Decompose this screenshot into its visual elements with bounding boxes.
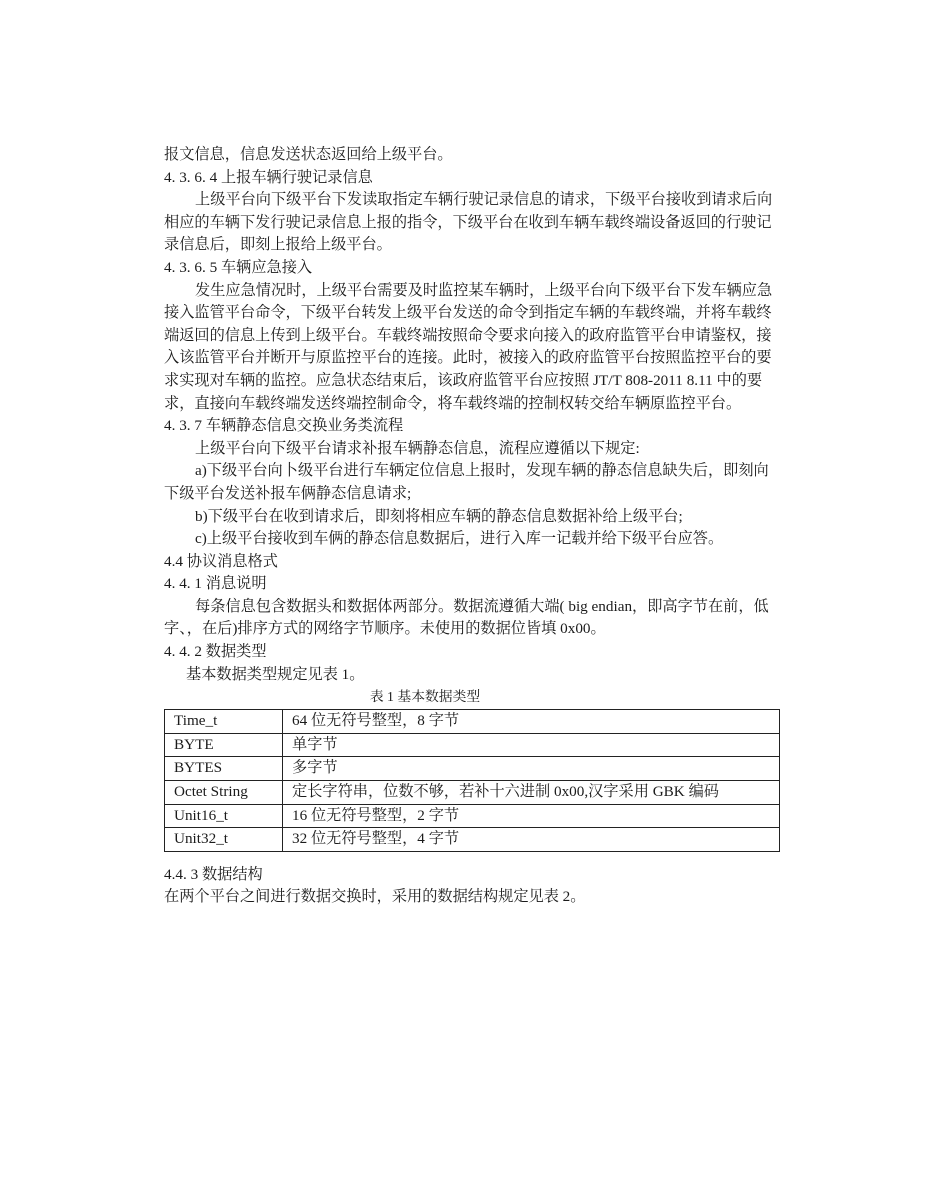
paragraph-line: 求实现对车辆的监控。应急状态结束后，该政府监管平台应按照 JT/T 808-2011 8.11 中的要: [164, 371, 763, 389]
paragraph-line: 端返回的信息上传到上级平台。车载终端按照命令要求向接入的政府监管平台申请鉴权，接: [164, 326, 772, 344]
paragraph-line: 在两个平台之间进行数据交换时，采用的数据结构规定见表 2。: [164, 888, 586, 906]
section-heading-4-3-7: 4. 3. 7 车辆静态信息交换业务类流程: [164, 417, 404, 435]
paragraph-line: 每条信息包含数据头和数据体两部分。数据流遵循大端( big endian，即高字节在前，低: [195, 597, 769, 615]
cell-type-desc: 32 位无符号整型，4 字节: [283, 828, 780, 852]
paragraph-continuation-line: 报文信息，信息发送状态返回给上级平台。: [164, 146, 453, 163]
paragraph-line: 接入监管平台命令，下级平台转发上级平台发送的命令到指定车辆的车载终端，并将车载终: [164, 304, 772, 322]
paragraph-line: 求，直接向车载终端发送终端控制命令，将车载终端的控制权转交给车辆原监控平台。: [164, 394, 742, 412]
list-item-a-line: a)下级平台向卜级平台进行车辆定位信息上报时，发现车辆的静态信息缺失后，即刻向: [195, 462, 769, 480]
paragraph-line: 基本数据类型规定见表 1。: [186, 665, 365, 683]
cell-type-desc: 单字节: [283, 733, 780, 757]
paragraph-line: 发生应急情况时，上级平台需要及时监控某车辆时，上级平台向下级平台下发车辆应急: [195, 281, 773, 299]
section-heading-4-3-6-4: 4. 3. 6. 4 上报车辆行驶记录信息: [164, 168, 373, 186]
paragraph-line: 上级平台向下级平台请求补报车辆静态信息，流程应遵循以下规定:: [195, 439, 640, 457]
section-heading-4-4-2: 4. 4. 2 数据类型: [164, 643, 267, 661]
list-item-a-continuation: 下级平台发送补报车俩静态信息请求;: [164, 484, 412, 502]
table-row: [165, 710, 780, 734]
paragraph-line: 入该监管平台并断开与原监控平台的连接。此时，被接入的政府监管平台按照监控平台的要: [164, 349, 772, 367]
cell-type-desc: 定长字符串，位数不够，若补十六进制 0x00,汉字采用 GBK 编码: [283, 781, 780, 805]
cell-type-desc: 16 位无符号整型，2 字节: [283, 804, 780, 828]
section-4-4-3: [164, 864, 780, 909]
cell-type-name: BYTES: [165, 757, 283, 781]
table-row: [165, 828, 780, 852]
cell-type-desc: 64 位无符号整型，8 字节: [283, 710, 780, 734]
table1-caption: 表 1 基本数据类型: [369, 689, 481, 705]
section-heading-4-3-6-5: 4. 3. 6. 5 车辆应急接入: [164, 258, 313, 276]
section-heading-4-4: 4.4 协议消息格式: [164, 552, 278, 570]
cell-type-name: Time_t: [165, 710, 283, 734]
document-body: [164, 144, 780, 909]
section-heading-4-4-1: 4. 4. 1 消息说明: [164, 575, 267, 593]
paragraph-line: 相应的车辆下发行驶记录信息上报的指令，下级平台在收到车辆车载终端设备返回的行驶记: [164, 213, 772, 231]
table-row: [165, 804, 780, 828]
section-heading-4-4-3: 4.4. 3 数据结构: [164, 865, 263, 883]
cell-type-name: Unit32_t: [165, 828, 283, 852]
cell-type-name: Unit16_t: [165, 804, 283, 828]
cell-type-desc: 多字节: [283, 757, 780, 781]
paragraph-line: 字、，在后)排序方式的网络字节顺序。未使用的数据位皆填 0x00。: [164, 620, 606, 638]
table-row: [165, 757, 780, 781]
data-types-table: [164, 709, 780, 852]
cell-type-name: Octet String: [165, 781, 283, 805]
cell-type-name: BYTE: [165, 733, 283, 757]
paragraph-line: 上级平台向下级平台下发读取指定车辆行驶记录信息的请求，下级平台接收到请求后向: [195, 191, 773, 209]
paragraph-line: 录信息后，即刻上报给上级平台。: [164, 236, 392, 254]
table-row: [165, 733, 780, 757]
list-item-b-line: b)下级平台在收到请求后，即刻将相应车辆的静态信息数据补给上级平台;: [195, 507, 683, 525]
list-item-c-line: c)上级平台接收到车俩的静态信息数据后，进行入库一记载并给下级平台应答。: [195, 530, 724, 548]
table-row: [165, 781, 780, 805]
